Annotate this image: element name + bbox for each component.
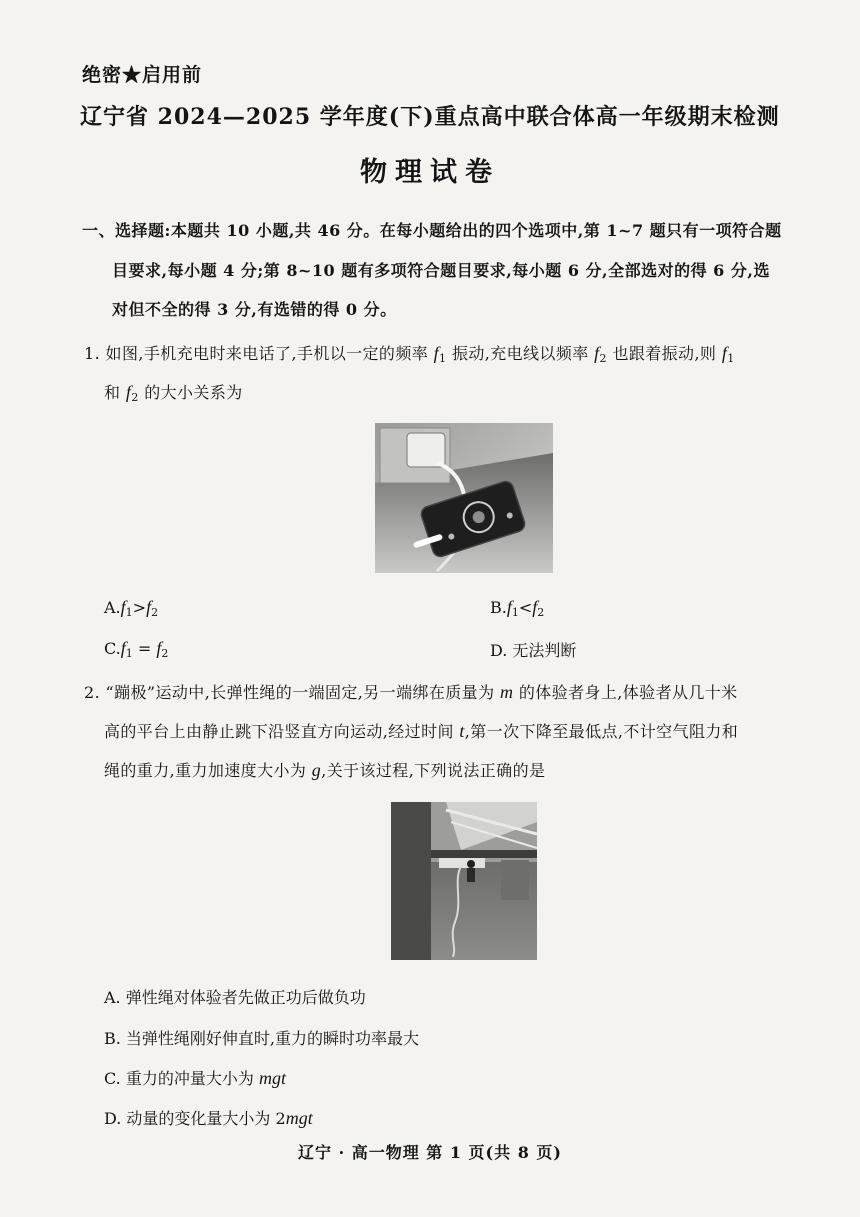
q2-stem-line-2: 高的平台上由静止跳下沿竖直方向运动,经过时间 t,第一次下降至最低点,不计空气阻力和 xyxy=(104,721,739,741)
q1-option-a[interactable]: $A.f_1>f_2$ xyxy=(104,597,159,619)
section-instructions-line-1: 一、选择题:本题共 10 小题,共 46 分。在每小题给出的四个选项中,第 1~7 题只有一项符合题 xyxy=(82,221,782,240)
page-footer: 辽宁 · 高一物理 第 1 页(共 8 页) xyxy=(298,1143,562,1162)
bungee-photo xyxy=(391,802,537,960)
q1-option-d[interactable]: D. 无法判断 xyxy=(490,641,577,660)
q1-option-c[interactable]: $C.f_1 = f_2$ xyxy=(104,638,169,660)
q2-option-a[interactable]: A. 弹性绳对体验者先做正功后做负功 xyxy=(104,988,366,1007)
q1-option-b[interactable]: $B.f_1<f_2$ xyxy=(490,597,545,619)
confidential-label: 绝密★启用前 xyxy=(82,64,203,86)
q1-stem-line-1: 1. 如图,手机充电时来电话了,手机以一定的频率 $f_1$ 振动,充电线以频率 $f_2$ 也跟着振动,则 $f_1$ xyxy=(84,343,735,365)
exam-title: 辽宁省 2024—2025 学年度(下)重点高中联合体高一年级期末检测 xyxy=(80,104,780,130)
q1-stem-line-2: 和 $f_2$ 的大小关系为 xyxy=(104,382,243,404)
section-instructions-line-2: 目要求,每小题 4 分;第 8~10 题有多项符合题目要求,每小题 6 分,全部选对的得 6 分,选 xyxy=(112,261,770,280)
q2-stem-line-3: 绳的重力,重力加速度大小为 g,关于该过程,下列说法正确的是 xyxy=(104,760,546,780)
q2-option-d[interactable]: D. 动量的变化量大小为 2mgt xyxy=(104,1108,313,1128)
q2-option-b[interactable]: B. 当弹性绳刚好伸直时,重力的瞬时功率最大 xyxy=(104,1029,420,1048)
bungee-image xyxy=(391,802,537,960)
phone-charging-image xyxy=(375,423,553,573)
section-instructions-line-3: 对但不全的得 3 分,有选错的得 0 分。 xyxy=(112,300,397,319)
phone-charging-photo xyxy=(375,423,553,573)
subject-title: 物理试卷 xyxy=(360,157,500,188)
q2-stem-line-1: 2. “蹦极”运动中,长弹性绳的一端固定,另一端绑在质量为 m 的体验者身上,体验者从几十米 xyxy=(84,682,738,702)
q2-option-c[interactable]: C. 重力的冲量大小为 mgt xyxy=(104,1068,286,1088)
